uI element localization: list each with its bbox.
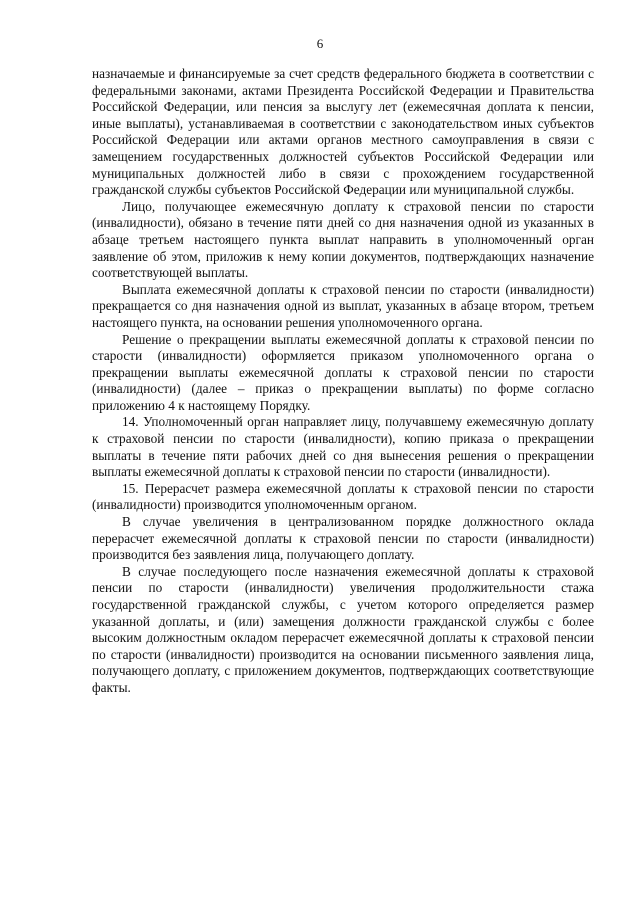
paragraph: В случае увеличения в централизованном порядке должностного оклада перерасчет ежемесячной доплаты к страховой пенсии по старости (инвалидности) производится без заявления лица, получающего доплату. bbox=[92, 514, 594, 563]
paragraph: В случае последующего после назначения ежемесячной доплаты к страховой пенсии по старости (инвалидности) увеличения продолжительности стажа государственной гражданской службы, с учетом которого определяется размер указанной доплаты, и (или) замещения должности гражданской службы с более высоким должностным окладом перерасчет ежемесячной доплаты к страховой пенсии по старости (инвалидности) производится на основании письменного заявления лица, получающего доплату, с приложением документов, подтверждающих соответствующие факты. bbox=[92, 563, 594, 695]
paragraph-item-14: 14. Уполномоченный орган направляет лицу, получавшему ежемесячную доплату к страховой пенсии по старости (инвалидности), копию приказа о прекращении выплаты в течение пяти рабочих дней со дня вынесения решения о прекращении выплаты ежемесячной доплаты к страховой пенсии по старости (инвалидности). bbox=[92, 414, 594, 480]
paragraph: Решение о прекращении выплаты ежемесячной доплаты к страховой пенсии по старости (инвалидности) оформляется приказом уполномоченного органа о прекращении выплаты ежемесячной доплаты к страховой пенсии по старости (инвалидности) (далее – приказ о прекращении выплаты) по форме согласно приложению 4 к настоящему Порядку. bbox=[92, 331, 594, 413]
paragraph-continuation: назначаемые и финансируемые за счет средств федерального бюджета в соответствии с федеральными законами, актами Президента Российской Федерации и Правительства Российской Федерации, или пенсия за выслугу лет (ежемесячная доплата к пенсии, иные выплаты), устанавливаемая в соответствии с законодательством иных субъектов Российской Федерации или актами органов местного самоуправления в связи с замещением государственных должностей субъектов Российской Федерации или муниципальных должностей либо в связи с прохождением государственной гражданской службы субъектов Российской Федерации или муниципальной службы. bbox=[92, 66, 594, 198]
paragraph: Выплата ежемесячной доплаты к страховой пенсии по старости (инвалидности) прекращается со дня назначения одной из выплат, указанных в абзаце втором, третьем настоящего пункта, на основании решения уполномоченного органа. bbox=[92, 281, 594, 330]
page-number: 6 bbox=[316, 36, 324, 51]
paragraph: Лицо, получающее ежемесячную доплату к страховой пенсии по старости (инвалидности), обязано в течение пяти дней со дня назначения одной из указанных в абзаце третьем настоящего пункта выплат направить в уполномоченный орган заявление об этом, приложив к нему копии документов, подтверждающих назначение соответствующей выплаты. bbox=[92, 198, 594, 281]
paragraph-item-15: 15. Перерасчет размера ежемесячной доплаты к страховой пенсии по старости (инвалидности) производится уполномоченным органом. bbox=[92, 480, 594, 513]
document-body bbox=[92, 66, 594, 697]
